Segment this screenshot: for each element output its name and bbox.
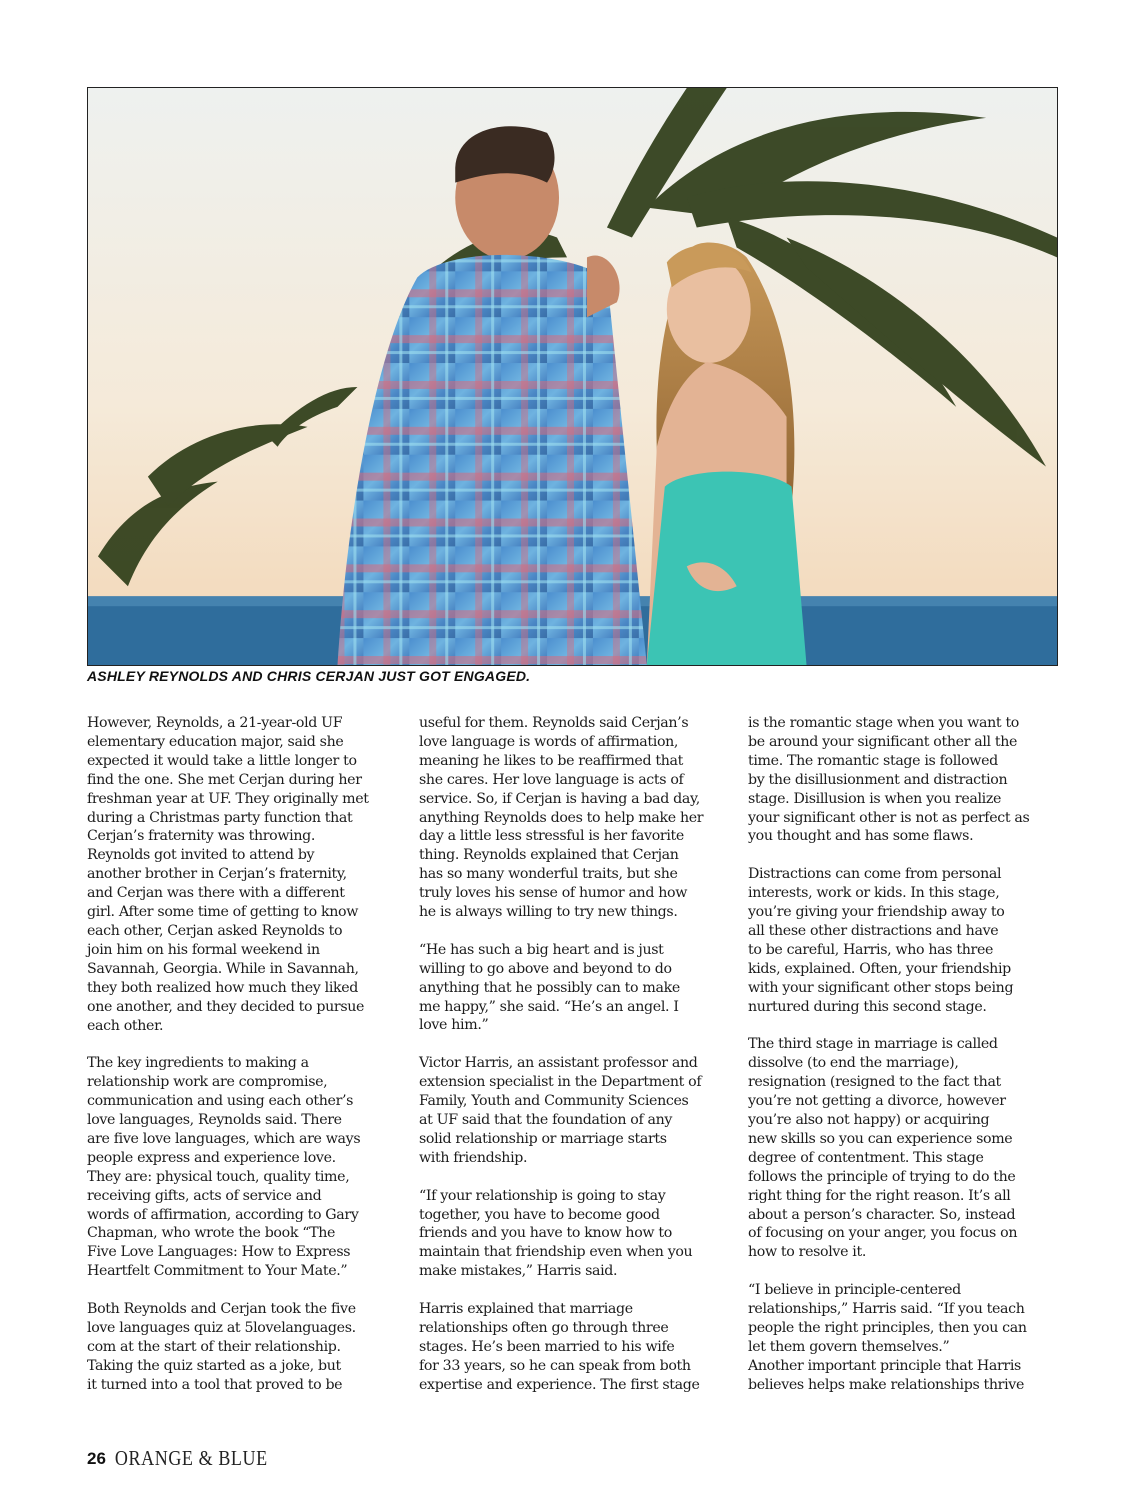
paragraph: Harris explained that marriage relationships often go through three stages. He’s been married to his wife for 33 years, so he can speak from both expertise and experience. The first stage (419, 1301, 700, 1393)
paragraph: The key ingredients to making a relationship work are compromise, communication and using each other’s love languages, Reynolds said. There are five love languages, which are ways people express and experience love. They are: physical touch, quality time, receiving gifts, acts of service and words of affirmation, according to Gary Chapman, who wrote the book “The Five Love Languages: How to Express Heartfelt Commitment to Your Mate.” (87, 1055, 361, 1280)
photo-caption: ASHLEY REYNOLDS AND CHRIS CERJAN JUST GOT ENGAGED. (87, 668, 531, 684)
paragraph: “If your relationship is going to stay together, you have to become good friends and you have to know how to maintain that friendship even when you make mistakes,” Harris said. (419, 1187, 693, 1280)
paragraph: “He has such a big heart and is just willing to go above and beyond to do anything that he possibly can to make me happy,” she said. “He’s an angel. I love him.” (419, 941, 680, 1034)
article-column-2 (419, 714, 734, 1395)
feature-photo (87, 87, 1058, 666)
paragraph: useful for them. Reynolds said Cerjan’s love language is words of affirmation, meaning he likes to be reaffirmed that she cares. Her love language is acts of service. So, if Cerjan is having a bad day, anything Reynolds does to help make her day a little less stressful is her favorite thing. Reynolds explained that Cerjan has so many wonderful traits, but she truly loves his sense of humor and how he is always willing to try new things. (419, 715, 704, 921)
paragraph: Distractions can come from personal interests, work or kids. In this stage, you’re giving your friendship away to all these other distractions and have to be careful, Harris, who has three kids, explained. Often, your friendship with your significant other stops being nurtured during this second stage. (748, 866, 1014, 1015)
article-column-3 (748, 714, 1063, 1395)
paragraph: However, Reynolds, a 21-year-old UF elementary education major, said she expected it would take a little longer to find the one. She met Cerjan during her freshman year at UF. They originally met during a Christmas party function that Cerjan’s fraternity was throwing. Reynolds got invited to attend by another brother in Cerjan’s fraternity, and Cerjan was there with a different girl. After some time of getting to know each other, Cerjan asked Reynolds to join him on his formal weekend in Savannah, Georgia. While in Savannah, they both realized how much they liked one another, and they decided to pursue each other. (87, 715, 369, 1034)
paragraph: Victor Harris, an assistant professor and extension specialist in the Department of Family, Youth and Community Sciences at UF said that the foundation of any solid relationship or marriage starts with friendship. (419, 1055, 702, 1166)
page-number: 26 (87, 1449, 106, 1468)
paragraph: is the romantic stage when you want to be around your significant other all the time. The romantic stage is followed by the disillusionment and distraction stage. Disillusion is when you realize your significant other is not as perfect as you thought and has some flaws. (748, 715, 1030, 845)
paragraph: Both Reynolds and Cerjan took the five love languages quiz at 5lovelanguages. com at the start of their relationship. Taking the quiz started as a joke, but it turned into a tool that proved to be (87, 1301, 356, 1393)
article-column-1 (87, 714, 402, 1395)
paragraph: “I believe in principle-centered relationships,” Harris said. “If you teach people the right principles, then you can let them govern themselves.” Another important principle that Harris believes helps make relationships thrive (748, 1282, 1027, 1393)
page-footer (87, 1448, 268, 1472)
magazine-name: ORANGE & BLUE (114, 1446, 268, 1470)
couple-on-beach-image (88, 88, 1057, 665)
paragraph: The third stage in marriage is called dissolve (to end the marriage), resignation (resigned to the fact that you’re not getting a divorce, however you’re also not happy) or acquiring new skills so you can experience some degree of contentment. This stage follows the principle of trying to do the right thing for the right reason. It’s all about a person’s character. So, instead of focusing on your anger, you focus on how to resolve it. (748, 1036, 1018, 1261)
